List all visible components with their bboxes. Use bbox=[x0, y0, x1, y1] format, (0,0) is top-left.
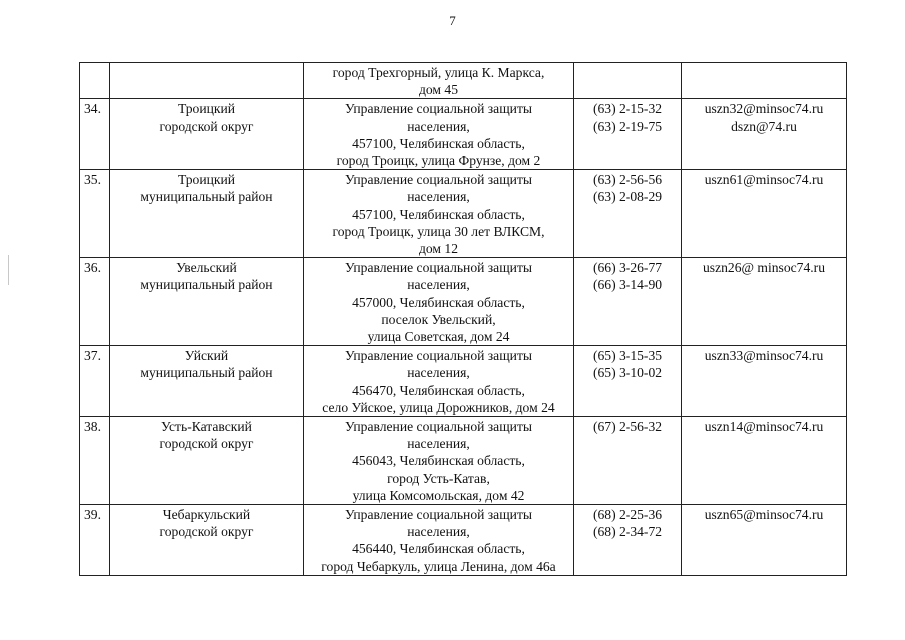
phone-cell bbox=[574, 417, 682, 505]
phone-cell bbox=[574, 99, 682, 170]
address-line: город Троицк, улица Фрунзе, дом 2 bbox=[336, 153, 541, 169]
table-row bbox=[80, 346, 847, 417]
phone-line: (65) 3-15-35 bbox=[592, 348, 663, 364]
municipality-line: Усть-Катавский bbox=[161, 419, 252, 435]
email-cell bbox=[682, 63, 847, 99]
address-line: Управление социальной защиты bbox=[344, 348, 533, 364]
email-line: uszn65@minsoc74.ru bbox=[704, 507, 824, 523]
phone-line: (68) 2-34-72 bbox=[592, 524, 663, 540]
phone-line: (63) 2-19-75 bbox=[592, 118, 663, 134]
municipality-line: городской округ bbox=[159, 118, 254, 134]
row-number-cell bbox=[80, 63, 110, 99]
email-line: uszn33@minsoc74.ru bbox=[704, 348, 824, 364]
address-line: 456043, Челябинская область, bbox=[352, 453, 525, 469]
address-line: село Уйское, улица Дорожников, дом 24 bbox=[322, 399, 555, 415]
address-line: населения, bbox=[407, 365, 470, 381]
address-line: дом 45 bbox=[418, 82, 459, 98]
address-line: населения, bbox=[407, 524, 470, 540]
address-line: город Трехгорный, улица К. Маркса, bbox=[332, 65, 545, 80]
phone-line: (66) 3-26-77 bbox=[592, 260, 663, 276]
address-line: улица Советская, дом 24 bbox=[367, 329, 510, 345]
email-cell bbox=[682, 170, 847, 258]
address-line: населения, bbox=[407, 189, 470, 205]
row-number: 39. bbox=[84, 507, 101, 523]
phone-cell bbox=[574, 505, 682, 576]
address-line: 457000, Челябинская область, bbox=[352, 294, 525, 310]
municipality-cell bbox=[110, 170, 304, 258]
email-cell bbox=[682, 346, 847, 417]
municipality-line: Троицкий bbox=[177, 172, 236, 188]
phone-cell bbox=[574, 346, 682, 417]
phone-cell bbox=[574, 258, 682, 346]
address-line: 457100, Челябинская область, bbox=[352, 135, 525, 151]
municipality-line: муниципальный район bbox=[140, 189, 273, 205]
row-number-cell bbox=[80, 170, 110, 258]
address-line: Управление социальной защиты bbox=[344, 172, 533, 188]
municipality-line: Уйский bbox=[184, 348, 229, 364]
municipality-cell bbox=[110, 99, 304, 170]
municipality-line: Чебаркульский bbox=[162, 507, 251, 523]
municipality-line: муниципальный район bbox=[140, 365, 273, 381]
row-number-cell bbox=[80, 505, 110, 576]
municipality-line: Троицкий bbox=[177, 101, 236, 117]
email-line: uszn14@minsoc74.ru bbox=[704, 419, 824, 435]
phone-line: (65) 3-10-02 bbox=[592, 365, 663, 381]
row-number: 38. bbox=[84, 419, 101, 435]
address-line: населения, bbox=[407, 277, 470, 293]
address-line: поселок Увельский, bbox=[381, 311, 496, 327]
phone-line: (63) 2-56-56 bbox=[592, 172, 663, 188]
address-line: 456470, Челябинская область, bbox=[352, 382, 525, 398]
municipality-cell bbox=[110, 417, 304, 505]
email-line: uszn26@ minsoc74.ru bbox=[702, 260, 825, 276]
table-row bbox=[80, 63, 847, 99]
row-number-cell bbox=[80, 99, 110, 170]
municipality-line: муниципальный район bbox=[140, 277, 273, 293]
email-line: uszn32@minsoc74.ru bbox=[704, 101, 824, 117]
address-line: город Чебаркуль, улица Ленина, дом 46а bbox=[321, 558, 556, 574]
address-line: 456440, Челябинская область, bbox=[352, 541, 525, 557]
email-cell bbox=[682, 99, 847, 170]
contacts-table bbox=[79, 62, 847, 576]
scan-margin-mark bbox=[8, 255, 9, 285]
address-line: улица Комсомольская, дом 42 bbox=[352, 487, 525, 503]
address-cell bbox=[304, 170, 574, 258]
municipality-line: городской округ bbox=[159, 524, 254, 540]
email-line: dszn@74.ru bbox=[731, 118, 797, 134]
phone-cell bbox=[574, 170, 682, 258]
address-cell bbox=[304, 63, 574, 99]
row-number-cell bbox=[80, 258, 110, 346]
municipality-line: Увельский bbox=[176, 260, 237, 276]
address-cell bbox=[304, 99, 574, 170]
address-line: Управление социальной защиты bbox=[344, 101, 533, 117]
row-number-cell bbox=[80, 417, 110, 505]
municipality-cell bbox=[110, 63, 304, 99]
email-cell bbox=[682, 505, 847, 576]
address-cell bbox=[304, 505, 574, 576]
row-number: 37. bbox=[84, 348, 101, 364]
page-number: 7 bbox=[449, 13, 456, 28]
table-row bbox=[80, 170, 847, 258]
address-line: город Троицк, улица 30 лет ВЛКСМ, bbox=[332, 223, 545, 239]
phone-cell bbox=[574, 63, 682, 99]
address-line: Управление социальной защиты bbox=[344, 507, 533, 523]
address-line: 457100, Челябинская область, bbox=[352, 206, 525, 222]
row-number: 35. bbox=[84, 172, 101, 188]
address-line: населения, bbox=[407, 436, 470, 452]
address-cell bbox=[304, 417, 574, 505]
municipality-cell bbox=[110, 505, 304, 576]
address-line: город Усть-Катав, bbox=[387, 470, 490, 486]
address-line: Управление социальной защиты bbox=[344, 260, 533, 276]
phone-line: (66) 3-14-90 bbox=[592, 277, 663, 293]
municipality-line: городской округ bbox=[159, 436, 254, 452]
table-row bbox=[80, 99, 847, 170]
row-number: 34. bbox=[84, 101, 101, 117]
email-line: uszn61@minsoc74.ru bbox=[704, 172, 824, 188]
address-line: населения, bbox=[407, 118, 470, 134]
table-row bbox=[80, 505, 847, 576]
email-cell bbox=[682, 417, 847, 505]
municipality-cell bbox=[110, 346, 304, 417]
phone-line: (67) 2-56-32 bbox=[592, 419, 663, 435]
address-cell bbox=[304, 258, 574, 346]
address-line: Управление социальной защиты bbox=[344, 419, 533, 435]
municipality-cell bbox=[110, 258, 304, 346]
table-row bbox=[80, 417, 847, 505]
row-number-cell bbox=[80, 346, 110, 417]
table-row bbox=[80, 258, 847, 346]
address-cell bbox=[304, 346, 574, 417]
phone-line: (63) 2-15-32 bbox=[592, 101, 663, 117]
phone-line: (63) 2-08-29 bbox=[592, 189, 663, 205]
row-number: 36. bbox=[84, 260, 101, 276]
address-line: дом 12 bbox=[418, 241, 459, 257]
phone-line: (68) 2-25-36 bbox=[592, 507, 663, 523]
email-cell bbox=[682, 258, 847, 346]
